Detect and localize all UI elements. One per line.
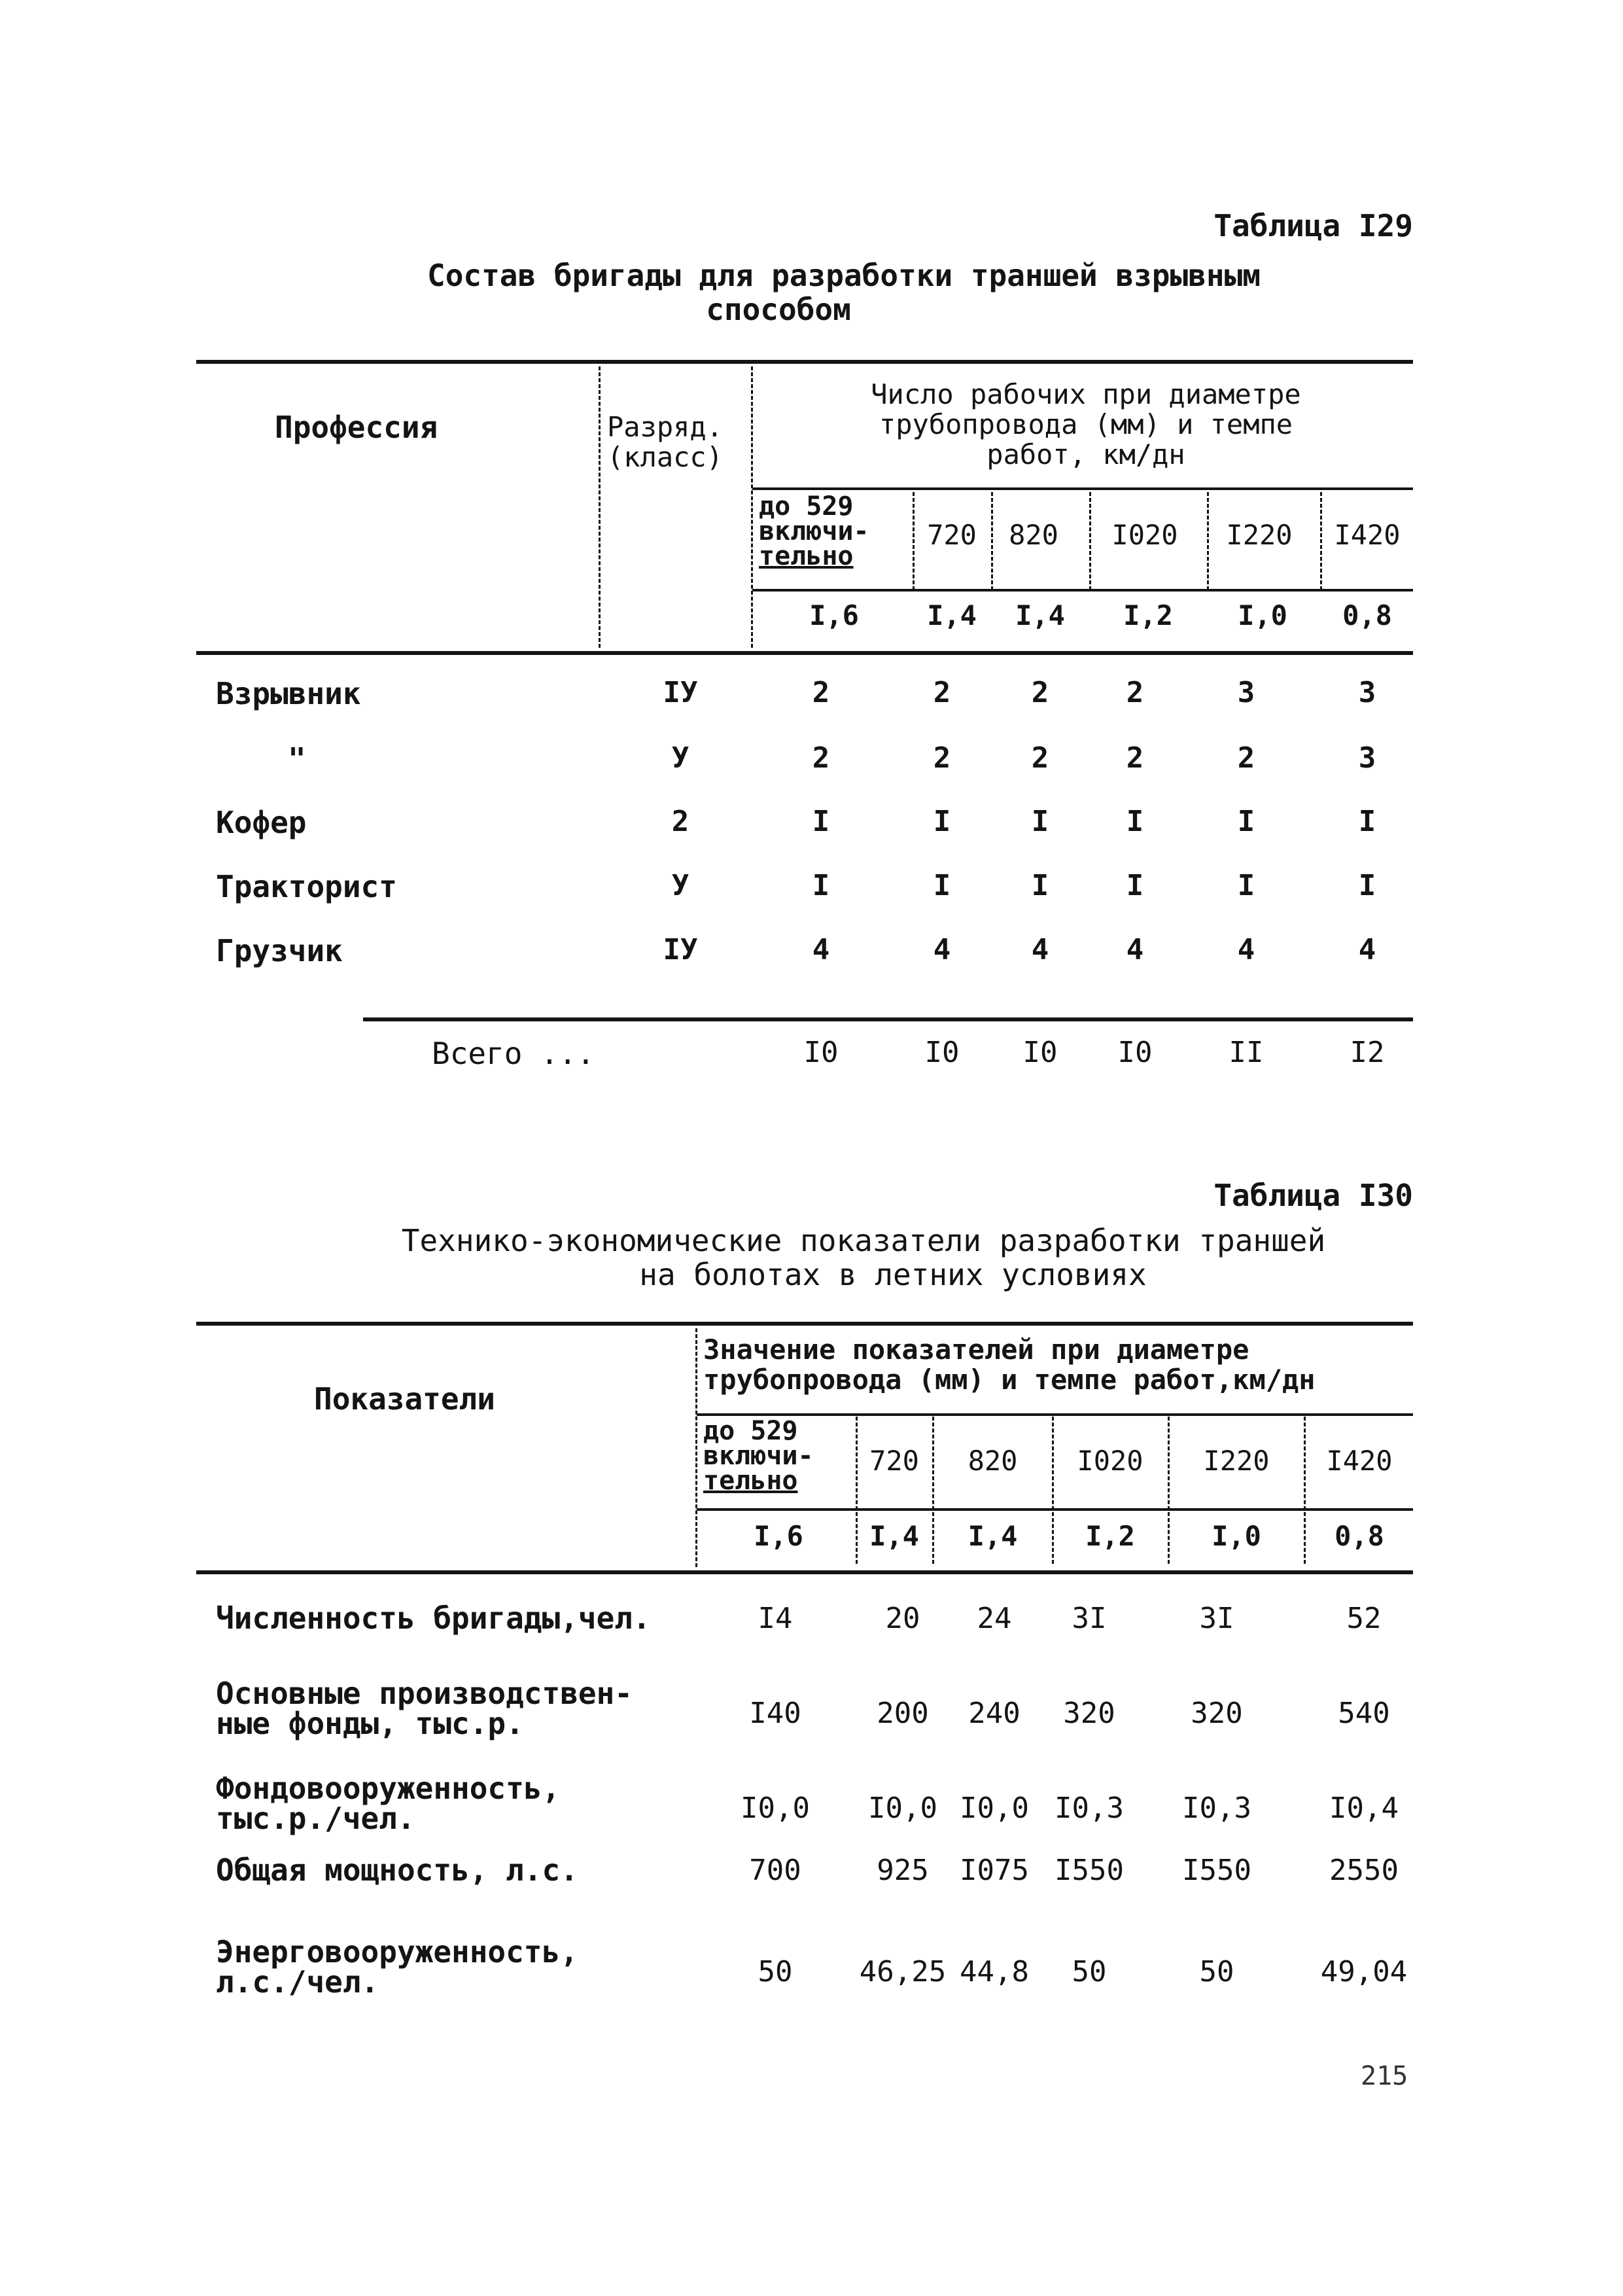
table-130-value: 20 <box>885 1602 920 1635</box>
table-130-value: 50 <box>758 1955 793 1988</box>
table-130-value: I0,0 <box>868 1792 937 1825</box>
table-129-first-col-line3: тельно <box>759 541 854 571</box>
table-129-value: 2 <box>933 741 951 775</box>
table-129-value: 4 <box>1237 933 1255 966</box>
table-130-title-line1: Технико-экономические показатели разработки траншей <box>401 1223 1326 1258</box>
table-130-tempo-2: I,4 <box>869 1520 919 1552</box>
table-130-indicator <box>216 1852 578 1888</box>
table-129-value: I <box>812 869 830 902</box>
table-130-diameter-5: I420 <box>1326 1445 1393 1477</box>
table-130-indicator <box>216 1771 561 1836</box>
table-130-value: I075 <box>960 1854 1029 1887</box>
table-130-value: 320 <box>1063 1697 1115 1730</box>
table-130-vsep-1 <box>695 1328 697 1567</box>
table-129-tempo-1: I,6 <box>809 599 859 631</box>
table-129-grade: IУ <box>663 933 698 966</box>
table-129-header-workers-line1: Число рабочих при диаметре <box>871 378 1301 410</box>
table-130-diameter-1: 720 <box>869 1445 919 1477</box>
table-129-value: I <box>1126 869 1144 902</box>
table-130-value: 2550 <box>1329 1854 1399 1887</box>
table-129-value: I <box>933 869 951 902</box>
table-130-tempo-3: I,4 <box>968 1520 1018 1552</box>
table-129-value: 3 <box>1237 676 1255 709</box>
table-130-value: I550 <box>1055 1854 1124 1887</box>
table-129-value: 2 <box>1126 676 1144 709</box>
table-130-value: 200 <box>877 1697 929 1730</box>
table-129-value: 4 <box>1031 933 1049 966</box>
table-129-value: I <box>1126 805 1144 838</box>
table-129-total-value: I0 <box>1022 1036 1058 1069</box>
table-130-value: I550 <box>1182 1854 1251 1887</box>
table-129-value: I <box>933 805 951 838</box>
table-130-vsep-3 <box>932 1417 934 1564</box>
table-129-total-value: II <box>1229 1036 1264 1069</box>
table-129-tempo-3: I,4 <box>1015 599 1065 631</box>
table-129-grade: У <box>671 869 689 902</box>
table-129-profession: Кофер <box>216 805 307 840</box>
table-129-label: Таблица I29 <box>1213 208 1413 243</box>
table-129-value: 2 <box>1031 741 1049 775</box>
table-130-value: I0,4 <box>1329 1792 1399 1825</box>
table-130-label: Таблица I30 <box>1213 1178 1413 1213</box>
table-130-first-col-line3: тельно <box>703 1466 798 1496</box>
table-130-value: 320 <box>1191 1697 1243 1730</box>
table-130-vsep-4 <box>1052 1417 1054 1564</box>
table-129-value: 2 <box>1126 741 1144 775</box>
table-130-value: 540 <box>1338 1697 1390 1730</box>
table-130-value: 925 <box>877 1854 929 1887</box>
table-130-value: 700 <box>749 1854 801 1887</box>
table-129-total-value: I0 <box>924 1036 960 1069</box>
table-130-first-col-line2: включи- <box>703 1441 814 1471</box>
table-130-header-values <box>703 1335 1316 1395</box>
table-129-value: I <box>1237 869 1255 902</box>
table-129-vsep-4 <box>991 492 993 590</box>
table-130-value: I0,0 <box>741 1792 810 1825</box>
table-130-value: 240 <box>968 1697 1021 1730</box>
table-129-diameter-3: I020 <box>1111 519 1178 551</box>
table-130-indicator-line2: ные фонды, тыс.р. <box>216 1706 524 1741</box>
table-129-value: 2 <box>1237 741 1255 775</box>
table-130-header-mid-rule <box>697 1413 1413 1416</box>
table-130-tempo-4: I,2 <box>1085 1520 1135 1552</box>
table-129-first-col-line2: включи- <box>759 516 869 546</box>
table-129-top-rule <box>196 360 1413 364</box>
table-129-value: 2 <box>812 676 830 709</box>
table-130-vsep-5 <box>1168 1417 1170 1564</box>
table-130-first-col-line1: до 529 <box>703 1416 798 1446</box>
table-129-profession: Взрывник <box>216 676 361 711</box>
table-130-tempo-5: I,0 <box>1212 1520 1261 1552</box>
table-129-total-value: I0 <box>803 1036 839 1069</box>
table-129-diameter-5: I420 <box>1334 519 1401 551</box>
table-129-vsep-2 <box>751 366 753 648</box>
table-130-value: 46,25 <box>859 1955 947 1988</box>
table-129-diameter-1: 720 <box>927 519 977 551</box>
table-129-first-col-header <box>759 491 869 571</box>
table-130-diameter-4: I220 <box>1203 1445 1270 1477</box>
table-129-value: 2 <box>933 676 951 709</box>
table-129-vsep-6 <box>1207 492 1209 590</box>
table-130-diameter-2: 820 <box>968 1445 1018 1477</box>
table-129-value: I <box>1237 805 1255 838</box>
table-130-value: 50 <box>1072 1955 1107 1988</box>
table-130-indicator-line2: тыс.р./чел. <box>216 1801 415 1836</box>
table-129-value: I <box>1358 805 1376 838</box>
table-130-value: I40 <box>749 1697 801 1730</box>
table-130-value: 24 <box>977 1602 1012 1635</box>
table-130-top-rule <box>196 1322 1413 1326</box>
table-130-value: I0,0 <box>960 1792 1029 1825</box>
table-129-header-grade-line1: Разряд. <box>607 411 724 443</box>
table-129-value: 3 <box>1358 741 1376 775</box>
table-129-title-line2: способом <box>706 292 851 327</box>
table-130-diameter-3: I020 <box>1077 1445 1143 1477</box>
table-129-header-workers-line3: работ, км/дн <box>986 438 1185 470</box>
table-129-value: 4 <box>933 933 951 966</box>
table-129-value: I <box>1358 869 1376 902</box>
table-129-profession: Грузчик <box>216 933 343 968</box>
table-130-header-indicators: Показатели <box>314 1381 495 1417</box>
table-130-indicator <box>216 1934 578 2000</box>
table-129-tempo-5: I,0 <box>1238 599 1287 631</box>
table-129-diameter-2: 820 <box>1009 519 1058 551</box>
table-130-value: I4 <box>758 1602 793 1635</box>
table-129-grade: У <box>671 741 689 775</box>
table-130-header-values-line1: Значение показателей при диаметре <box>703 1333 1249 1366</box>
table-129-header-profession: Профессия <box>275 410 438 445</box>
table-129-value: I <box>1031 805 1049 838</box>
table-129-title-line1: Состав бригады для разработки траншей взрывным <box>427 258 1261 293</box>
table-130-header-bottom-rule <box>196 1570 1413 1574</box>
page-number: 215 <box>1361 2061 1408 2091</box>
table-129-header-grade <box>607 412 723 472</box>
table-129-total-value: I0 <box>1117 1036 1153 1069</box>
table-130-indicator-line1: Фондовооруженность, <box>216 1771 561 1806</box>
table-130-title-line2: на болотах в летних условиях <box>639 1257 1147 1292</box>
table-130-vsep-2 <box>856 1417 858 1564</box>
table-130-tempo-1: I,6 <box>754 1520 803 1552</box>
table-130-value: 44,8 <box>960 1955 1029 1988</box>
table-130-first-col-header <box>703 1416 814 1496</box>
table-130-indicator-line1: Энерговооруженность, <box>216 1934 578 1969</box>
table-129-grade: IУ <box>663 676 698 709</box>
table-130-indicator <box>216 1600 651 1636</box>
table-129-header-grade-line2: (класс) <box>607 441 724 473</box>
table-129-grade: 2 <box>671 805 689 838</box>
table-130-header-rule-2 <box>697 1508 1413 1511</box>
table-129-profession: Тракторист <box>216 869 397 904</box>
table-129-total-label: Всего ... <box>432 1036 595 1071</box>
table-129-profession: " <box>288 741 306 777</box>
table-129-vsep-5 <box>1089 492 1091 590</box>
table-129-value: 2 <box>1031 676 1049 709</box>
table-129-header-mid-rule <box>752 487 1413 490</box>
table-129-vsep-1 <box>599 366 601 648</box>
table-129-header-bottom-rule <box>196 651 1413 655</box>
table-130-indicator-line2: л.с./чел. <box>216 1964 379 2000</box>
table-129-tempo-4: I,2 <box>1123 599 1173 631</box>
table-129-vsep-3 <box>913 492 915 590</box>
table-130-value: 50 <box>1199 1955 1234 1988</box>
table-129-tempo-6: 0,8 <box>1342 599 1392 631</box>
table-130-value: I0,3 <box>1182 1792 1251 1825</box>
table-130-indicator <box>216 1678 633 1739</box>
table-130-indicator-line1: Основные производствен- <box>216 1676 633 1711</box>
table-130-header-values-line2: трубопровода (мм) и темпе работ,км/дн <box>703 1364 1316 1396</box>
table-130-indicator-line1: Численность бригады,чел. <box>216 1600 651 1636</box>
table-129-header-workers <box>759 380 1413 470</box>
table-129-value: 4 <box>1126 933 1144 966</box>
table-130-indicator-line1: Общая мощность, л.с. <box>216 1852 578 1888</box>
table-129-value: I <box>812 805 830 838</box>
table-129-value: I <box>1031 869 1049 902</box>
table-129-title <box>262 258 1426 327</box>
table-129-tempo-2: I,4 <box>927 599 977 631</box>
table-130-value: 3I <box>1072 1602 1107 1635</box>
table-130-tempo-6: 0,8 <box>1335 1520 1384 1552</box>
table-130-value: 3I <box>1199 1602 1234 1635</box>
table-130-value: 49,04 <box>1320 1955 1408 1988</box>
table-129-diameter-4: I220 <box>1226 519 1293 551</box>
table-129-first-col-line1: до 529 <box>759 491 854 521</box>
table-129-value: 4 <box>1358 933 1376 966</box>
table-129-header-rule-2 <box>752 589 1413 592</box>
table-129-total-value: I2 <box>1350 1036 1385 1069</box>
table-129-value: 3 <box>1358 676 1376 709</box>
table-129-header-workers-line2: трубопровода (мм) и темпе <box>879 408 1293 440</box>
table-130-vsep-6 <box>1304 1417 1306 1564</box>
table-130-value: I0,3 <box>1055 1792 1124 1825</box>
table-129-value: 4 <box>812 933 830 966</box>
table-130-value: 52 <box>1346 1602 1382 1635</box>
table-129-value: 2 <box>812 741 830 775</box>
table-130-title <box>281 1224 1446 1292</box>
table-129-total-rule <box>363 1017 1413 1021</box>
